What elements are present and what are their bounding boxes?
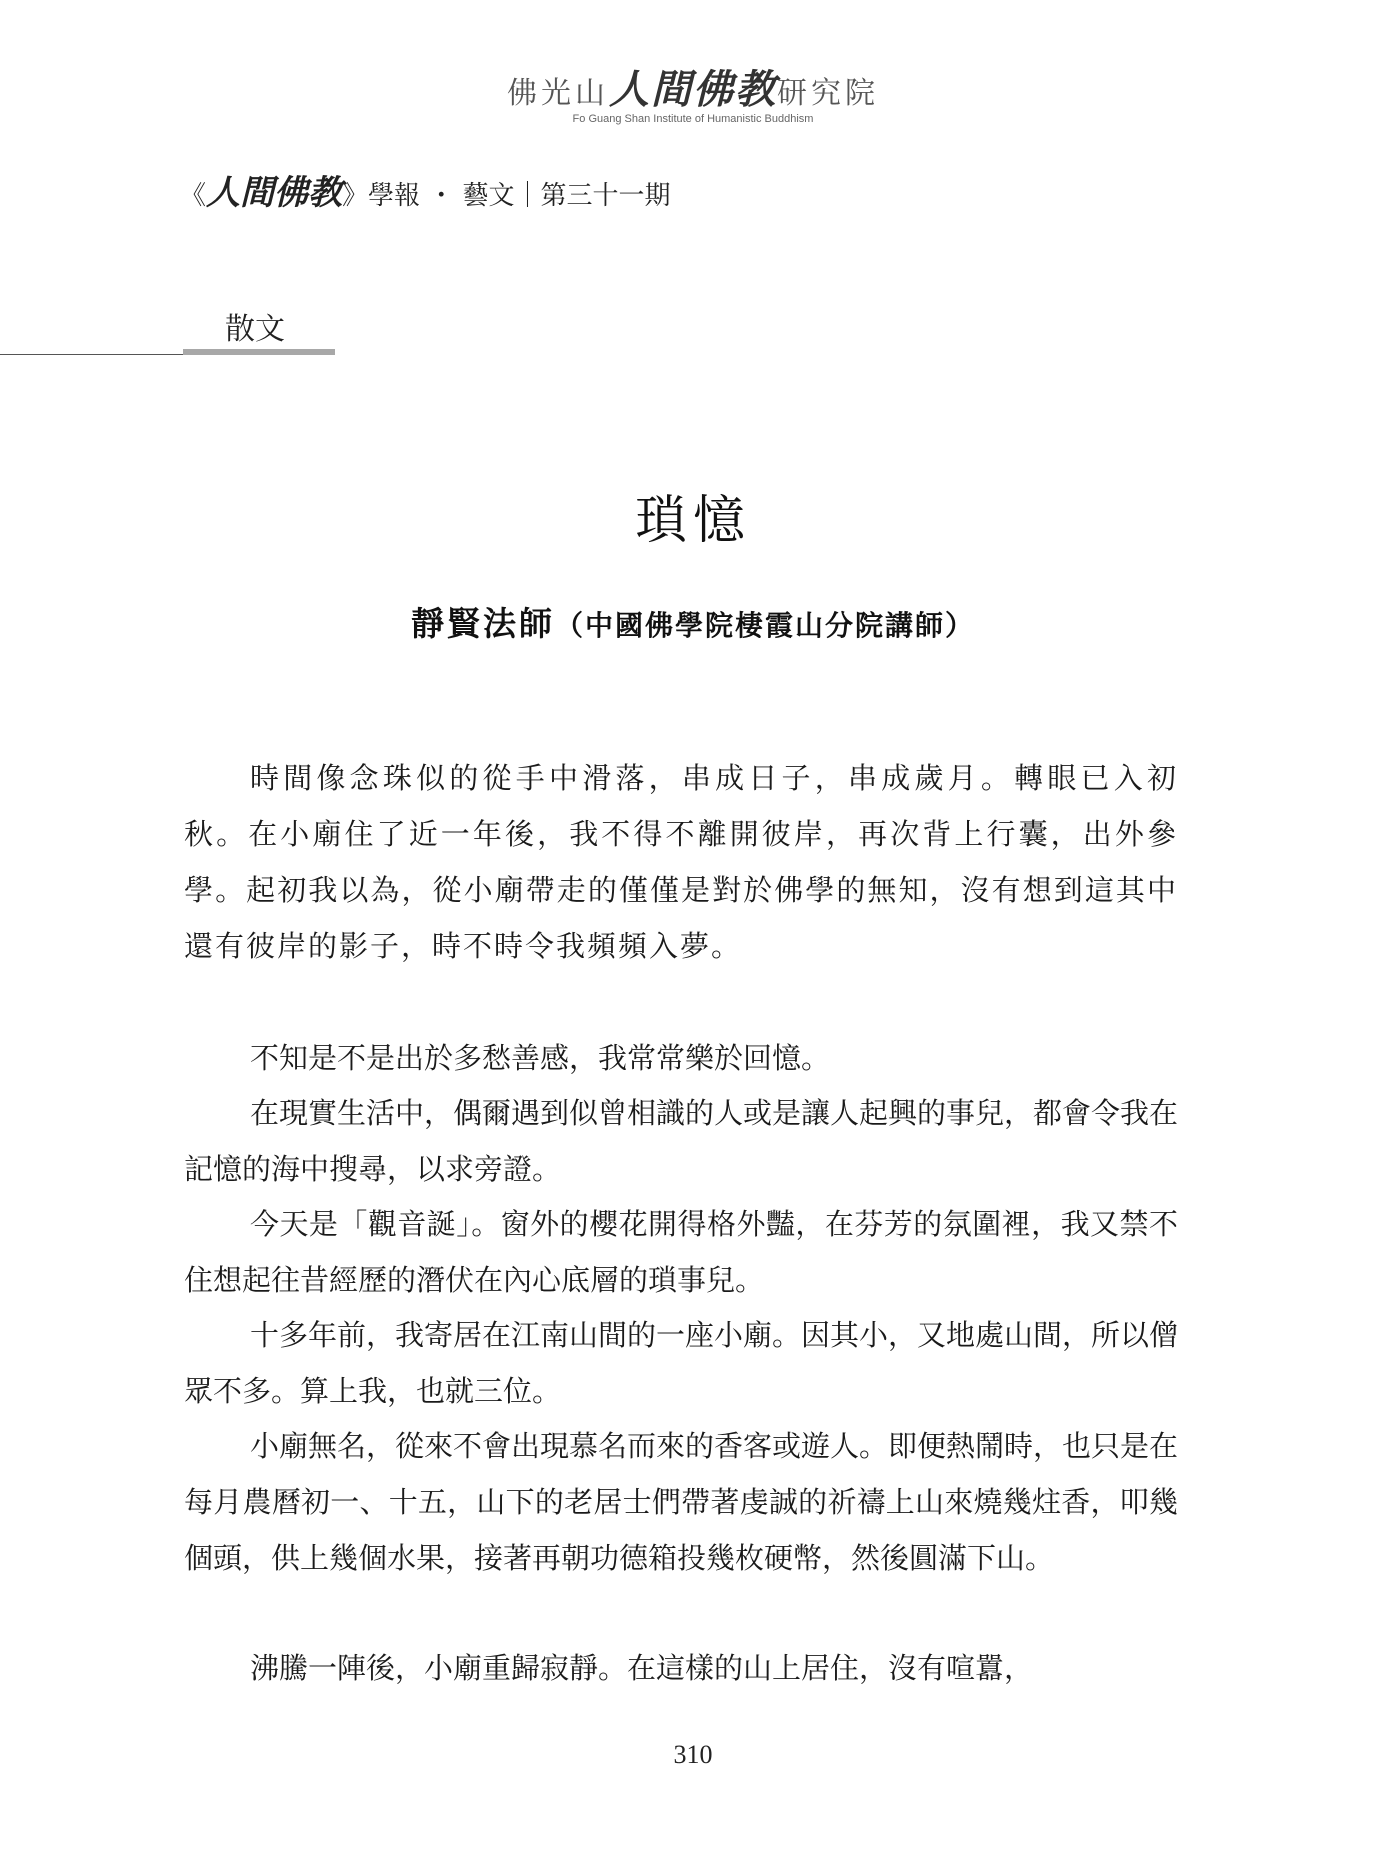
article-title: 瑣憶: [634, 491, 751, 551]
section-rule-accent: [183, 349, 335, 355]
body-paragraph: 在現實生活中，偶爾遇到似曾相識的人或是讓人起興的事兒，都會令我在記憶的海中搜尋，以求旁證。: [184, 1096, 1179, 1186]
institute-suffix: 研究院: [777, 76, 879, 111]
body-paragraph: 小廟無名，從來不會出現慕名而來的香客或遊人。即便熱鬧時，也只是在每月農曆初一、十五，山下的老居士們帶著虔誠的祈禱上山來燒幾炷香，叩幾個頭，供上幾個水果，接著再朝功德箱投幾枚硬幣，然後圓滿下山。: [184, 1429, 1179, 1575]
author-affiliation: （中國佛學院棲霞山分院講師）: [554, 609, 975, 642]
author-name: 靜賢法師: [410, 604, 555, 643]
journal-brand-logo: 人間佛教: [206, 173, 343, 213]
body-paragraph: 十多年前，我寄居在江南山間的一座小廟。因其小，又地處山間，所以僧眾不多。算上我，也就三位。: [184, 1318, 1179, 1408]
body-paragraph: 時間像念珠似的從手中滑落，串成日子，串成歲月。轉眼已入初秋。在小廟住了近一年後，我不得不離開彼岸，再次背上行囊，出外參學。起初我以為，從小廟帶走的僅僅是對於佛學的無知，沒有想到這其中還有彼岸的影子，時不時令我頻頻入夢。: [184, 761, 1178, 963]
institute-brand-logo: 人間佛教: [609, 66, 777, 113]
journal-open-bracket: 《: [180, 181, 207, 211]
page-number: 310: [673, 1740, 713, 1769]
journal-running-head: [180, 165, 671, 214]
body-paragraph: 不知是不是出於多愁善感，我常常樂於回憶。: [250, 1041, 831, 1075]
body-paragraph: 今天是「觀音誕」。窗外的櫻花開得格外豔，在芬芳的氛圍裡，我又禁不住想起往昔經歷的潛伏在內心底層的瑣事兒。: [184, 1207, 1178, 1297]
article-byline: [0, 598, 1386, 645]
section-label: 散文: [225, 312, 285, 347]
institute-header: [0, 58, 1386, 115]
institute-prefix: 佛光山: [507, 76, 609, 111]
body-paragraph: 沸騰一陣後，小廟重歸寂靜。在這樣的山上居住，沒有喧囂，: [250, 1651, 1034, 1685]
journal-issue-info: 》學報 ・ 藝文｜第三十一期: [342, 181, 671, 211]
institute-english-name: Fo Guang Shan Institute of Humanistic Buddhism: [572, 113, 814, 125]
